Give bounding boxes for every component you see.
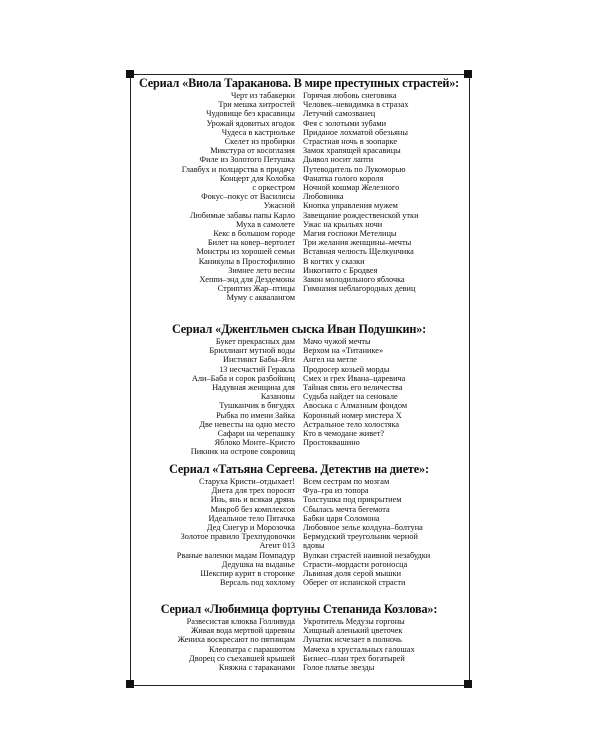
book-title: Кнопка управления мужем [303, 201, 398, 211]
book-list-left [132, 337, 299, 457]
book-title: Клеопатра с парашютом [209, 644, 295, 654]
book-title: Тайная связь его величества [303, 383, 403, 393]
book-title: Две невесты на одно место [199, 419, 295, 429]
series-section [132, 322, 466, 457]
book-title: Букет прекрасных дам [215, 337, 295, 346]
book-title: Стриптиз Жар–птицы [217, 284, 295, 294]
book-title: Кекс в большом городе [213, 229, 295, 239]
book-title: Инстинкт Бабы–Яги [222, 355, 295, 365]
book-title: Муму с аквалангом [226, 293, 295, 303]
book-list-left [132, 617, 299, 672]
book-list-right [299, 617, 466, 672]
book-title: Урожай ядовитых ягодок [206, 118, 295, 128]
book-list-right [299, 91, 466, 303]
book-columns [132, 337, 466, 457]
book-title: Вставная челюсть Щелкунчика [303, 247, 414, 257]
book-title: Мачо чужой мечты [303, 337, 371, 346]
book-title: Рыбка по имени Зайка [216, 410, 295, 420]
book-title: Агент 013 [259, 541, 295, 551]
book-title: с оркестром [252, 183, 295, 193]
book-title: Яблоко Монте–Кристо [214, 438, 295, 448]
book-title: Пикник на острове сокровищ [190, 447, 295, 457]
book-title: Чудовище без красавицы [206, 109, 295, 119]
book-title: Голое платье звезды [303, 663, 375, 673]
series-section [132, 462, 466, 587]
book-title: Коронный номер мистера Х [303, 410, 402, 420]
series-section [132, 76, 466, 303]
book-title: 13 несчастий Геракла [219, 364, 295, 374]
book-title: Толстушка под прикрытием [303, 495, 402, 505]
book-title: Верхом на «Титанике» [303, 346, 384, 356]
book-title: Судьба найдет на сеновале [303, 392, 398, 402]
book-title: Сафари на черепашку [217, 429, 295, 439]
series-title: Сериал «Джентльмен сыска Иван Подушкин»: [171, 322, 427, 336]
book-title: Тушканчик в бигудях [219, 401, 295, 411]
book-title: Микроб без комплексов [210, 504, 295, 514]
book-list-right [299, 477, 466, 587]
book-title: Микстура от косоглазия [210, 146, 295, 156]
book-title: Старуха Кристи–отдыхает! [199, 477, 295, 486]
book-title: Версаль под хохлому [220, 578, 295, 588]
book-title: Ужасной [263, 201, 295, 211]
book-title: Инкогнито с Бродвея [303, 265, 378, 275]
series-title: Сериал «Татьяна Сергеева. Детектив на диете»: [169, 462, 429, 476]
book-title: Зимнее лето весны [228, 265, 295, 275]
book-title: Рваные валенки мадам Помпадур [176, 550, 295, 560]
book-title: Муха в самолете [236, 219, 295, 229]
book-columns [132, 91, 466, 303]
book-title: Надувная женщина для [212, 383, 295, 393]
book-title: Любимые забавы папы Карло [189, 210, 295, 220]
book-title: Простоквашино [303, 438, 360, 448]
book-title: Бабки царя Соломона [303, 513, 380, 523]
book-columns [132, 477, 466, 587]
book-title: Фокус–покус от Василисы [201, 192, 295, 202]
book-title: Летучий самозванец [303, 109, 376, 119]
book-title: Мачеха в хрустальных галошах [303, 644, 415, 654]
book-title: Любовное зелье колдуна–болтуна [303, 523, 423, 533]
book-title: Развесистая клюква Голливуда [186, 617, 295, 626]
book-title: Шекспир курит в сторонке [200, 569, 295, 579]
book-title: Львиная доля серой мышки [303, 569, 402, 579]
book-title: Инь, янь и всякая дрянь [210, 495, 295, 505]
book-columns [132, 617, 466, 672]
book-title: Ужас на крыльях ночи [303, 219, 383, 229]
book-title: Гимназия неблагородных девиц [303, 284, 416, 294]
book-title: Авоська с Алмазным фондом [303, 401, 408, 411]
book-title: Замок храпящей красавицы [303, 146, 401, 156]
book-title: Магия госпожи Метелицы [303, 229, 397, 239]
book-title: Страстная ночь в зоопарке [303, 137, 398, 147]
book-title: Дворец со съехавшей крышей [189, 653, 295, 663]
book-title: Чудеса в кастрюльке [221, 127, 295, 137]
series-title: Сериал «Любимица фортуны Степанида Козлова»: [160, 602, 438, 616]
book-title: Ночной кошмар Железного [303, 183, 400, 193]
book-title: Хищный аленький цветочек [303, 626, 403, 636]
book-title: Всем сестрам по мозгам [303, 477, 390, 486]
book-title: В когтях у сказки [303, 256, 365, 266]
book-title: Астральное тело холостяка [303, 419, 400, 429]
book-title: Казановы [260, 392, 295, 402]
book-list-right [299, 337, 466, 457]
book-title: Сбылась мечта бегемота [303, 504, 390, 514]
book-title: Бермудский треугольник черной [303, 532, 418, 542]
book-title: Хеппи–энд для Дездемоны [199, 275, 295, 285]
book-title: Диета для трех поросят [211, 486, 295, 496]
book-title: Билет на ковер–вертолет [207, 238, 295, 248]
book-title: Фуа–гра из топора [303, 486, 369, 496]
book-title: Бриллиант мутной воды [209, 346, 295, 356]
book-title: Филе из Золотого Петушка [199, 155, 295, 165]
book-title: Кто в чемодане живет? [303, 429, 385, 439]
book-title: Ангел на метле [303, 355, 357, 365]
book-title: Жениха воскресают по пятницам [177, 635, 295, 645]
book-title: Скелет из пробирки [224, 137, 295, 147]
corner-mark [464, 680, 472, 688]
book-title: Фея с золотыми зубами [303, 118, 387, 128]
book-title: Любовника [303, 192, 344, 202]
book-title: Концерт для Колобка [219, 173, 295, 183]
book-title: Золотое правило Трехпудовочки [180, 532, 295, 542]
book-title: Завещание рождественской утки [303, 210, 419, 220]
book-title: Княжна с тараканами [218, 663, 295, 673]
book-title: Главбух и полцарства в придачу [181, 164, 295, 174]
book-title: Фанатка голого короля [303, 173, 384, 183]
book-title: вдовы [303, 541, 325, 551]
book-title: Черт из табакерки [230, 91, 295, 100]
book-title: Три мешка хитростей [218, 100, 295, 110]
book-title: Монстры из хорошей семьи [196, 247, 295, 257]
book-title: Укротитель Медузы горгоны [303, 617, 405, 626]
book-title: Три желания женщины–мечты [303, 238, 412, 248]
book-title: Страсти–мордасти рогоносца [303, 559, 408, 569]
book-title: Путеводитель по Лукоморью [303, 164, 406, 174]
series-title: Сериал «Виола Тараканова. В мире преступных страстей»: [138, 76, 460, 90]
book-title: Каникулы в Простофилино [198, 256, 295, 266]
book-title: Лунатик исчезает в полночь [303, 635, 402, 645]
book-title: Идеальное тело Пятачка [208, 513, 295, 523]
book-title: Дьявол носит лапти [303, 155, 374, 165]
book-title: Дедушка на выданье [221, 559, 295, 569]
book-title: Дед Снегур и Морозочка [206, 523, 295, 533]
book-title: Бизнес–план трех богатырей [303, 653, 405, 663]
book-title: Вулкан страстей наивной незабудки [303, 550, 431, 560]
book-title: Приданое лохматой обезьяны [303, 127, 408, 137]
book-title: Али–Баба и сорок разбойниц [191, 373, 295, 383]
series-section [132, 602, 466, 672]
book-list-left [132, 477, 299, 587]
book-list-left [132, 91, 299, 303]
book-title: Живая вода мертвой царевны [190, 626, 295, 636]
book-title: Человек–невидимка в стразах [303, 100, 409, 110]
book-title: Продюсер козьей морды [303, 364, 390, 374]
book-title: Закон молодильного яблочка [303, 275, 405, 285]
corner-mark [126, 680, 134, 688]
book-title: Горячая любовь снеговика [303, 91, 397, 100]
book-title: Оберег от испанской страсти [303, 578, 406, 588]
book-title: Смех и грех Ивана–царевича [303, 373, 406, 383]
